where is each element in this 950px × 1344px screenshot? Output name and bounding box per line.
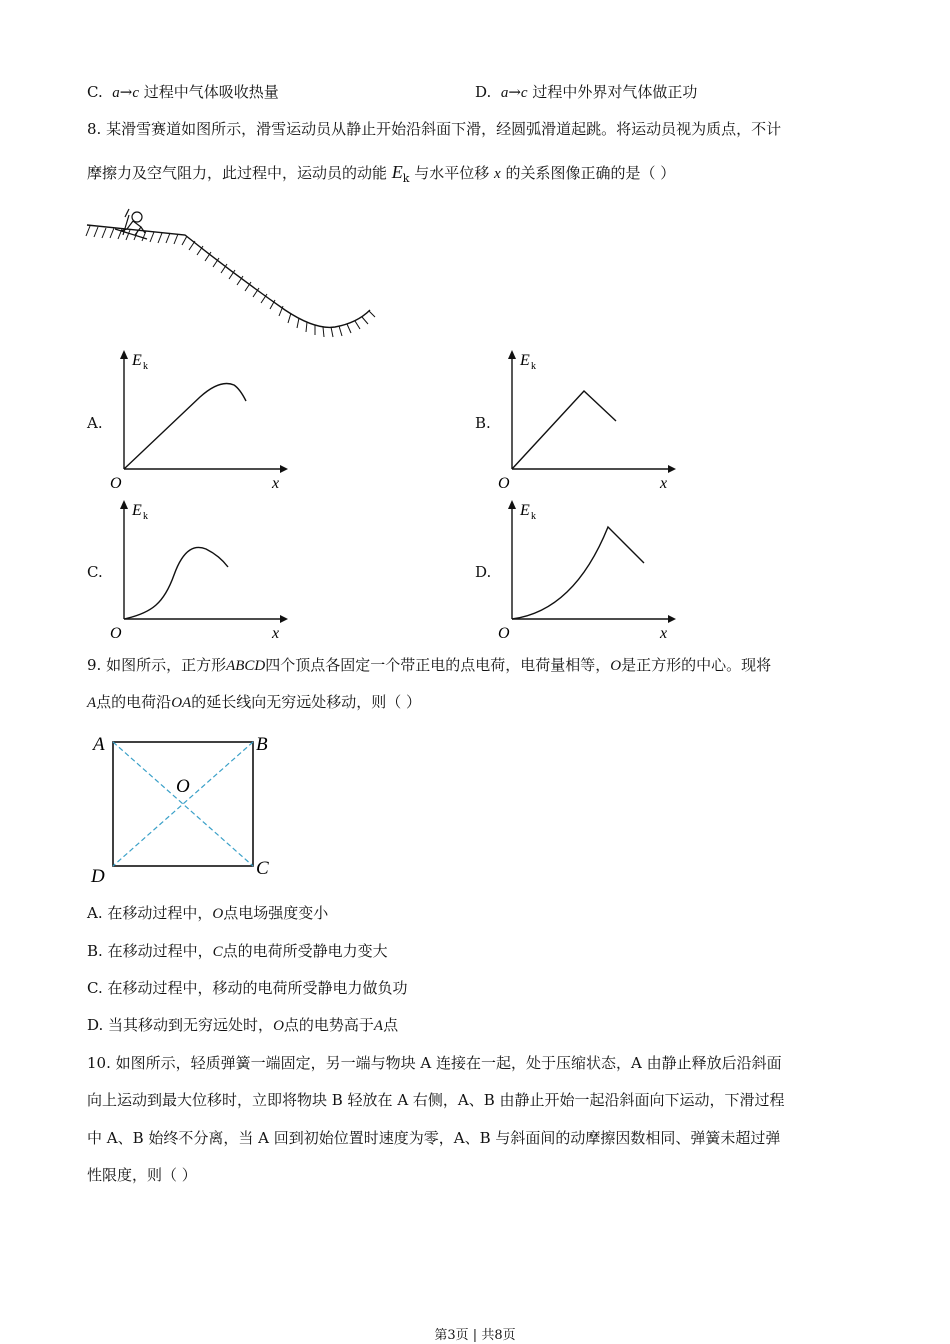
q8-option-d-label[interactable]: D. — [475, 563, 492, 581]
q8-option-b-graph — [488, 345, 688, 495]
svg-text:O: O — [498, 475, 510, 492]
svg-text:E: E — [132, 352, 142, 369]
svg-text:x: x — [272, 625, 280, 642]
svg-text:D: D — [91, 866, 105, 887]
svg-text:E: E — [520, 352, 530, 369]
q9-option-c[interactable]: C. 在移动过程中，移动的电荷所受静电力做负功 — [87, 979, 408, 997]
q8-option-c-label[interactable]: C. — [87, 563, 103, 581]
svg-text:k: k — [143, 511, 148, 522]
page-footer: 第3页 | 共8页 — [434, 1328, 516, 1343]
q10-stem-line2: 向上运动到最大位移时，立即将物块 B 轻放在 A 右侧，A、B 由静止开始一起沿斜面向下运动，下滑过程 — [87, 1091, 785, 1109]
svg-text:k: k — [531, 361, 536, 372]
svg-text:x: x — [660, 475, 668, 492]
svg-text:E: E — [520, 502, 530, 519]
svg-text:O: O — [110, 625, 122, 642]
svg-text:k: k — [531, 511, 536, 522]
svg-text:k: k — [143, 361, 148, 372]
q8-option-a-curve — [124, 384, 246, 470]
svg-text:A: A — [93, 734, 105, 755]
slope-surface — [87, 225, 370, 327]
svg-text:x: x — [660, 625, 668, 642]
svg-text:O: O — [176, 776, 190, 797]
q8-option-b-label[interactable]: B. — [475, 414, 491, 432]
q9-option-b[interactable]: B. 在移动过程中，C点的电荷所受静电力变大 — [87, 942, 388, 960]
slope-hatching — [86, 226, 375, 337]
q9-option-a[interactable]: A. 在移动过程中，O点电场强度变小 — [87, 904, 329, 922]
q8-option-b-curve — [512, 391, 616, 469]
prev-option-c: C. a→c 过程中气体吸收热量 — [87, 83, 279, 101]
q8-stem-line2: 摩擦力及空气阻力，此过程中，运动员的动能 $E_k$ 与水平位移 x 的关系图像正确的是（ ） — [87, 162, 676, 185]
svg-text:C: C — [256, 858, 269, 879]
prev-option-d: D. a→c 过程中外界对气体做正功 — [475, 83, 698, 101]
svg-text:O: O — [498, 625, 510, 642]
q10-stem-line4: 性限度，则（ ） — [87, 1166, 197, 1184]
svg-text:B: B — [256, 734, 268, 755]
q8-option-c-curve — [124, 547, 228, 619]
q8-stem-line1: 8. 某滑雪赛道如图所示，滑雪运动员从静止开始沿斜面下滑，经圆弧滑道起跳。将运动员视为质点，不计 — [87, 120, 782, 138]
q10-stem-line1: 10. 如图所示，轻质弹簧一端固定，另一端与物块 A 连接在一起，处于压缩状态，A 由静止释放后沿斜面 — [87, 1054, 782, 1072]
q9-option-d[interactable]: D. 当其移动到无穷远处时，O点的电势高于A点 — [87, 1016, 399, 1034]
q9-stem-line2: A点的电荷沿OA的延长线向无穷远处移动，则（ ） — [87, 693, 421, 711]
svg-text:O: O — [110, 475, 122, 492]
ski-track-figure — [85, 205, 385, 345]
square-abcd-figure — [85, 728, 285, 888]
q8-option-d-graph — [488, 495, 688, 645]
q8-option-a-graph — [100, 345, 300, 495]
svg-text:E: E — [132, 502, 142, 519]
q9-stem-line1: 9. 如图所示，正方形ABCD四个顶点各固定一个带正电的点电荷，电荷量相等，O是正方形的中心。现将 — [87, 656, 772, 674]
q8-option-d-curve — [512, 527, 644, 619]
q8-option-a-label[interactable]: A. — [87, 414, 103, 432]
q8-option-c-graph — [100, 495, 300, 645]
svg-text:x: x — [272, 475, 280, 492]
q10-stem-line3: 中 A、B 始终不分离，当 A 回到初始位置时速度为零，A、B 与斜面间的动摩擦因数相同、弹簧未超过弹 — [87, 1129, 781, 1147]
